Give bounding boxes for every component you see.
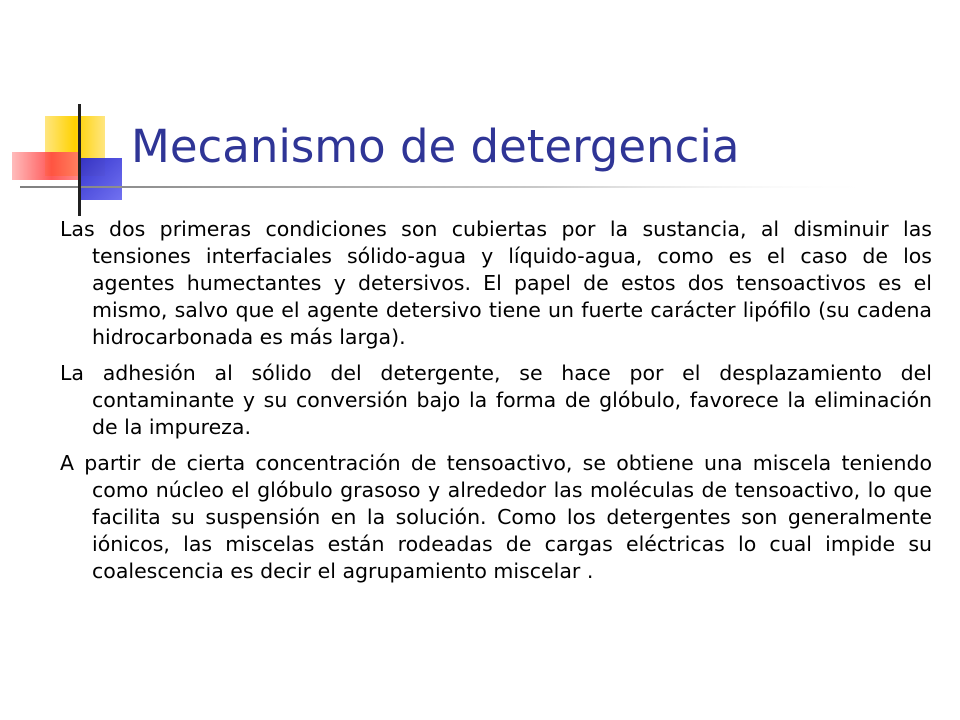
- slide-title: Mecanismo de detergencia: [131, 120, 740, 173]
- paragraph-1: Las dos primeras condiciones son cubiertas por la sustancia, al disminuir las tensiones interfaciales sólido-agua y líquido-agua, como es el caso de los agentes humectantes y detersivos. El papel de estos dos tensoactivos es el mismo, salvo que el agente detersivo tiene un fuerte carácter lipófilo (su cadena hidrocarbonada es más larga).: [60, 217, 932, 349]
- paragraph-3: A partir de cierta concentración de tensoactivo, se obtiene una miscela teniendo como núcleo el glóbulo grasoso y alrededor las moléculas de tensoactivo, lo que facilita su suspensión en la solución. Como los detergentes son generalmente iónicos, las miscelas están rodeadas de cargas eléctricas lo cual impide su coalescencia es decir el agrupamiento miscelar .: [60, 451, 932, 583]
- paragraph-2: La adhesión al sólido del detergente, se hace por el desplazamiento del contaminante y su conversión bajo la forma de glóbulo, favorece la eliminación de la impureza.: [60, 361, 932, 439]
- logo-blue-square: [80, 158, 122, 200]
- slide-body: [60, 216, 932, 594]
- logo-vertical-line: [78, 104, 81, 216]
- title-underline: [20, 186, 880, 188]
- logo-red-square: [12, 152, 78, 180]
